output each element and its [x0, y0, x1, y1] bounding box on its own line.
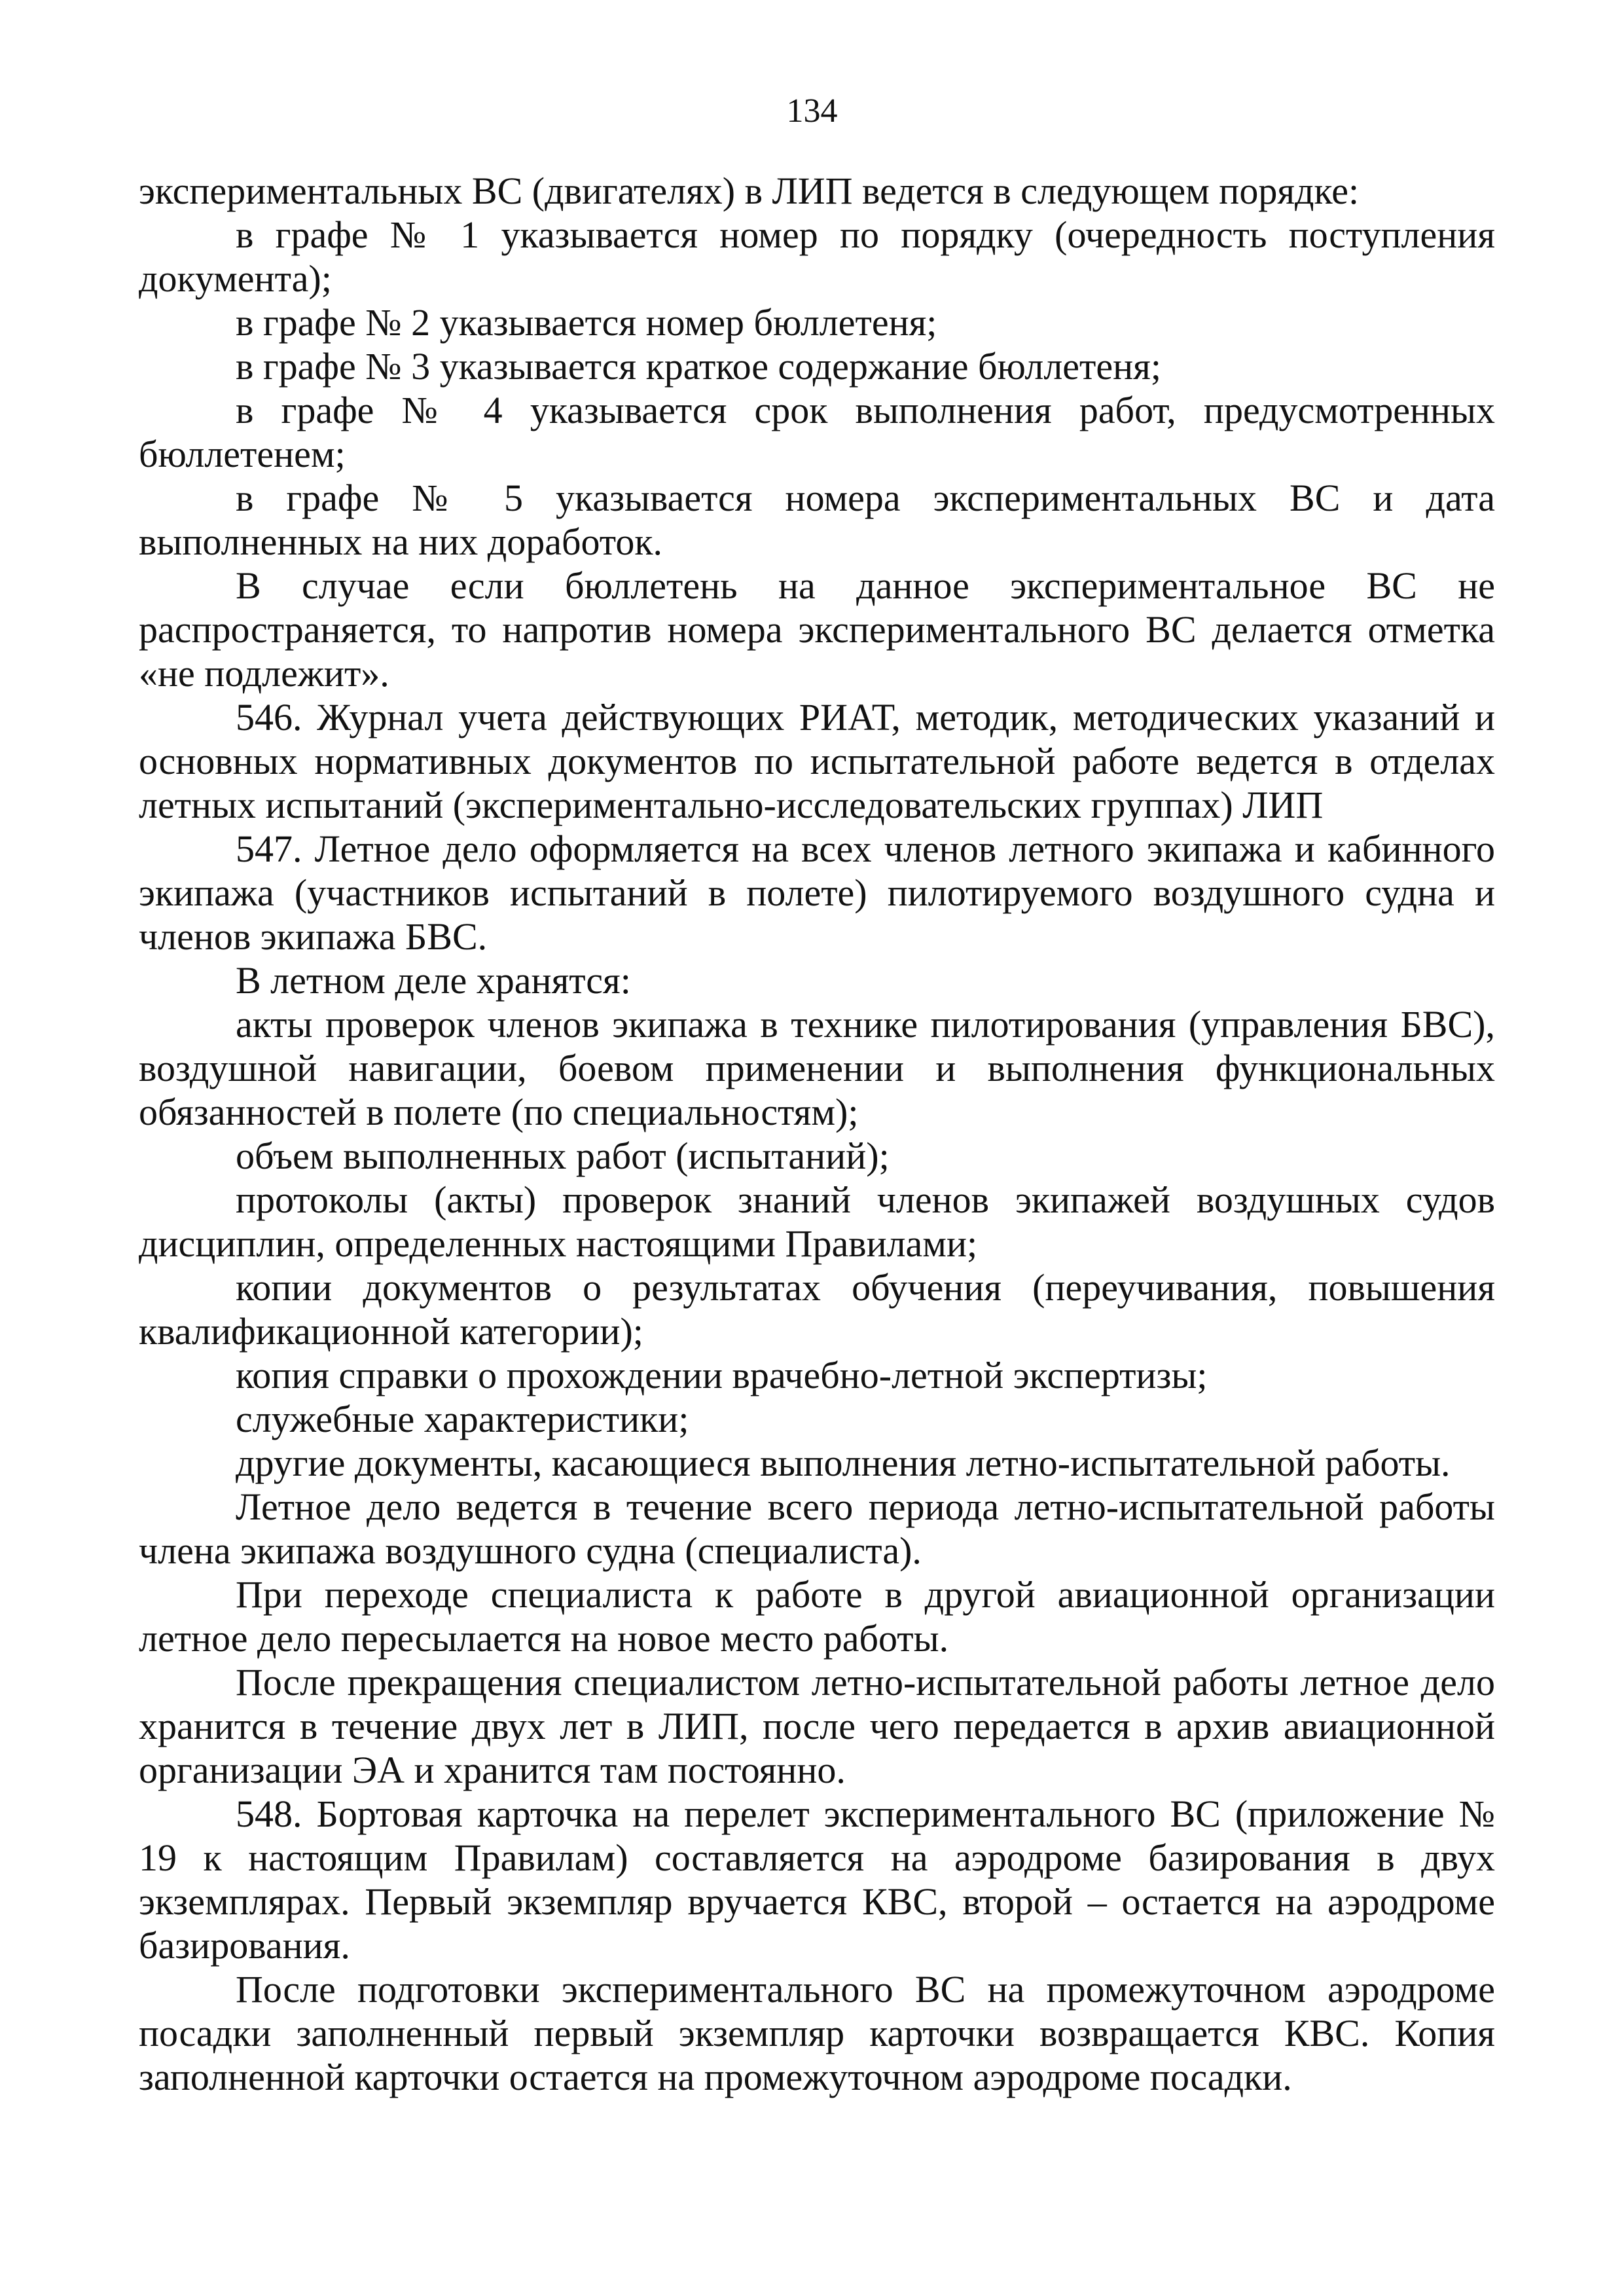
list-item-knowledge-protocols: протоколы (акты) проверок знаний членов экипажей воздушных судов дисциплин, определенных настоящими Правилами;	[139, 1178, 1495, 1265]
paragraph-column-1: в графе № 1 указывается номер по порядку (очередность поступления документа);	[139, 213, 1495, 300]
list-item-work-volume: объем выполненных работ (испытаний);	[236, 1135, 890, 1177]
paragraph-546: 546. Журнал учета действующих РИАТ, методик, методических указаний и основных нормативных документов по испытательной работе ведется в отделах летных испытаний (экспериментально-исследовательских группах) ЛИП	[139, 696, 1495, 826]
paragraph-column-5: в графе № 5 указывается номера экспериментальных ВС и дата выполненных на них доработок.	[139, 477, 1495, 563]
document-body	[139, 169, 1495, 2099]
paragraph-file-period: Летное дело ведется в течение всего периода летно-испытательной работы члена экипажа воздушного судна (специалиста).	[139, 1485, 1495, 1572]
paragraph-continuation: экспериментальных ВС (двигателях) в ЛИП ведется в следующем порядке:	[139, 170, 1360, 212]
paragraph-file-transfer: При переходе специалиста к работе в другой авиационной организации летное дело пересылается на новое место работы.	[139, 1573, 1495, 1660]
list-item-training-copies: копии документов о результатах обучения (переучивания, повышения квалификационной категории);	[139, 1266, 1495, 1353]
paragraph-column-2: в графе № 2 указывается номер бюллетеня;	[236, 301, 937, 344]
list-item-other-documents: другие документы, касающиеся выполнения летно-испытательной работы.	[236, 1442, 1451, 1484]
list-item-check-acts: акты проверок членов экипажа в технике пилотирования (управления БВС), воздушной навигации, боевом применении и выполнения функциональных обязанностей в полете (по специальностям);	[139, 1003, 1495, 1133]
paragraph-column-3: в графе № 3 указывается краткое содержание бюллетеня;	[236, 345, 1161, 388]
paragraph-flight-file-contents: В летном деле хранятся:	[236, 959, 631, 1002]
paragraph-file-archive: После прекращения специалистом летно-испытательной работы летное дело хранится в течение двух лет в ЛИП, после чего передается в архив авиационной организации ЭА и хранится там постоянно.	[139, 1661, 1495, 1791]
paragraph-column-4: в графе № 4 указывается срок выполнения работ, предусмотренных бюллетенем;	[139, 389, 1495, 475]
list-item-medical-certificate: копия справки о прохождении врачебно-летной экспертизы;	[236, 1354, 1208, 1396]
paragraph-not-applicable: В случае если бюллетень на данное экспериментальное ВС не распространяется, то напротив номера экспериментального ВС делается отметка «не подлежит».	[139, 564, 1495, 695]
paragraph-548: 548. Бортовая карточка на перелет экспериментального ВС (приложение № 19 к настоящим Правилам) составляется на аэродроме базирования в двух экземплярах. Первый экземпляр вручается КВС, второй – остается на аэродроме базирования.	[139, 1793, 1495, 1967]
paragraph-card-return: После подготовки экспериментального ВС на промежуточном аэродроме посадки заполненный первый экземпляр карточки возвращается КВС. Копия заполненной карточки остается на промежуточном аэродроме посадки.	[139, 1968, 1495, 2098]
paragraph-547: 547. Летное дело оформляется на всех членов летного экипажа и кабинного экипажа (участников испытаний в полете) пилотируемого воздушного судна и членов экипажа БВС.	[139, 828, 1495, 958]
page-number: 134	[786, 92, 838, 130]
list-item-references: служебные характеристики;	[236, 1398, 689, 1440]
